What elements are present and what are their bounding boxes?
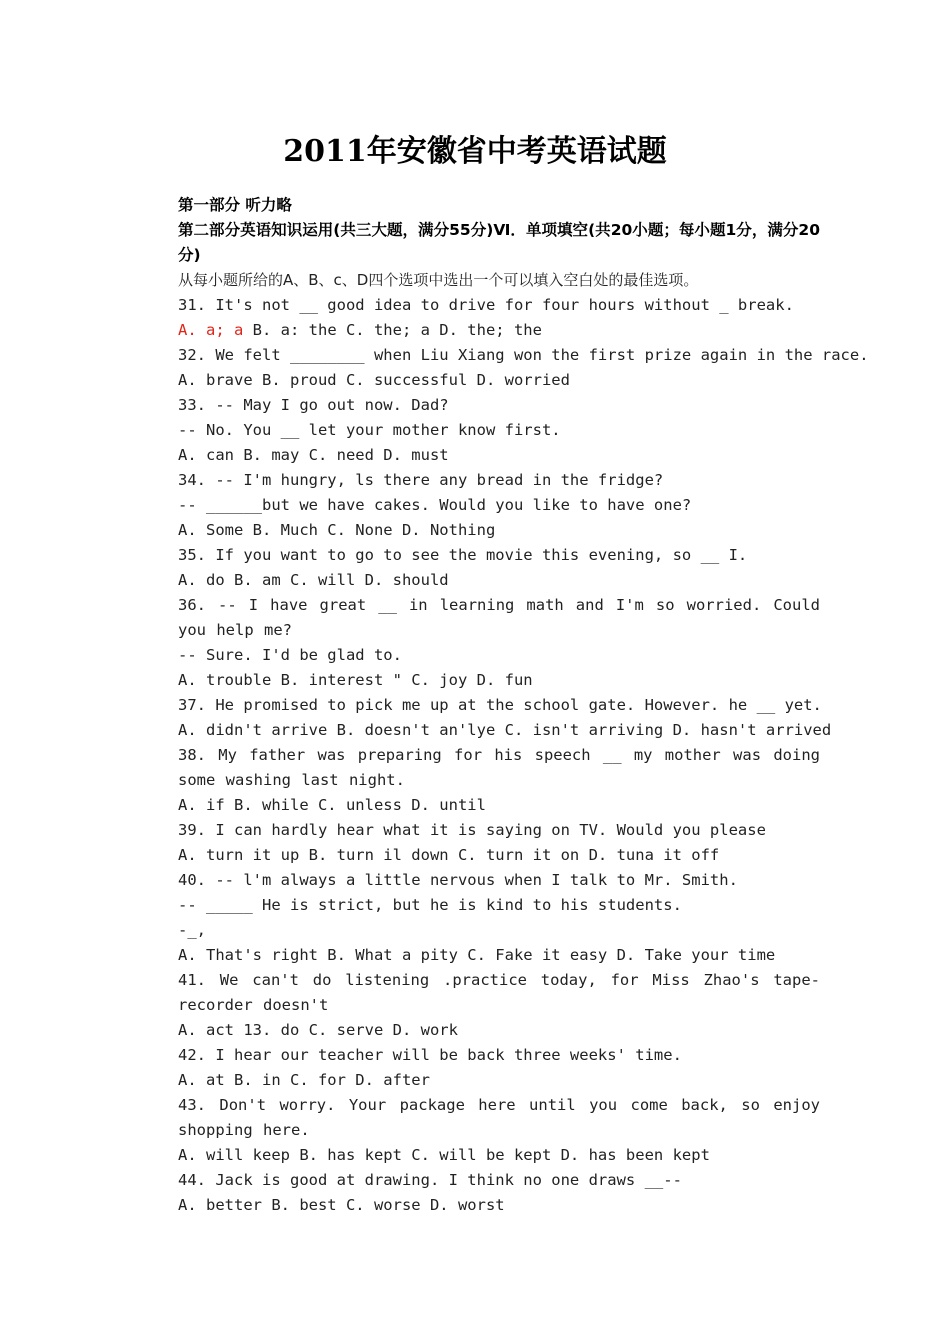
exam-content [144,193,869,1218]
q34-options: A. Some B. Much C. None D. Nothing [178,521,496,539]
q31-answer-highlight: A. a; a [178,321,244,339]
q32-stem: 32. We felt ________ when Liu Xiang won the first prize again in the race. [178,346,869,364]
q42-stem: 42. I hear our teacher will be back three weeks' time. [178,1046,682,1064]
q42-options: A. at B. in C. for D. after [178,1071,430,1089]
q37-options: A. didn't arrive B. doesn't an'lye C. isn't arriving D. hasn't arrived [178,721,832,739]
q43-stem: 43. Don't worry. Your package here until you come back, so enjoy shopping here. [178,1096,820,1139]
q36-reply: -- Sure. I'd be glad to. [178,646,402,664]
q41-stem: 41. We can't do listening .practice today, for Miss Zhao's tape-recorder doesn't [178,971,820,1014]
q40-stem: 40. -- l'm always a little nervous when I talk to Mr. Smith. [178,871,738,889]
q33-stem: 33. -- May I go out now. Dad? [178,396,449,414]
q44-options: A. better B. best C. worse D. worst [178,1196,505,1214]
q39-stem: 39. I can hardly hear what it is saying on TV. Would you please [178,821,766,839]
q36-stem: 36. -- I have great __ in learning math and I'm so worried. Could you help me? [178,596,820,639]
q33-reply: -- No. You __ let your mother know first. [178,421,561,439]
q40-reply: -- _____ He is strict, but he is kind to his students. [178,896,682,914]
q38-options: A. if B. while C. unless D. until [178,796,486,814]
part1-heading: 第一部分 听力略 [178,196,292,214]
q37-stem: 37. He promised to pick me up at the school gate. However. he __ yet. [178,696,822,714]
q31-options-rest: B. a: the C. the; a D. the; the [243,321,542,339]
q39-options: A. turn it up B. turn il down C. turn it on D. tuna it off [178,846,720,864]
q41-options: A. act 13. do C. serve D. work [178,1021,458,1039]
q34-reply: -- ______but we have cakes. Would you like to have one? [178,496,692,514]
q34-stem: 34. -- I'm hungry, ls there any bread in the fridge? [178,471,664,489]
q31-options [144,318,820,343]
q40-stray-mark: -_, [178,921,206,939]
q43-options: A. will keep B. has kept C. will be kept D. has been kept [178,1146,710,1164]
q36-options: A. trouble B. interest " C. joy D. fun [178,671,533,689]
q44-stem: 44. Jack is good at drawing. I think no one draws __-- [178,1171,682,1189]
q33-options: A. can B. may C. need D. must [178,446,449,464]
q35-options: A. do B. am C. will D. should [178,571,449,589]
q35-stem: 35. If you want to go to see the movie this evening, so __ I. [178,546,748,564]
document-title: 2011年安徽省中考英语试题 [283,134,667,169]
q31-stem: 31. It's not __ good idea to drive for four hours without _ break. [178,296,794,314]
part2-heading: 第二部分英语知识运用(共三大题，满分55分)Ⅵ．单项填空(共20小题；每小题1分，满分20分) [178,221,820,264]
q40-options: A. That's right B. What a pity C. Fake it easy D. Take your time [178,946,776,964]
q32-options: A. brave B. proud C. successful D. worried [178,371,570,389]
instruction-text: 从每小题所给的A、B、c、D四个选项中选出一个可以填入空白处的最佳选项。 [178,271,699,289]
q38-stem: 38. My father was preparing for his speech __ my mother was doing some washing last night. [178,746,820,789]
